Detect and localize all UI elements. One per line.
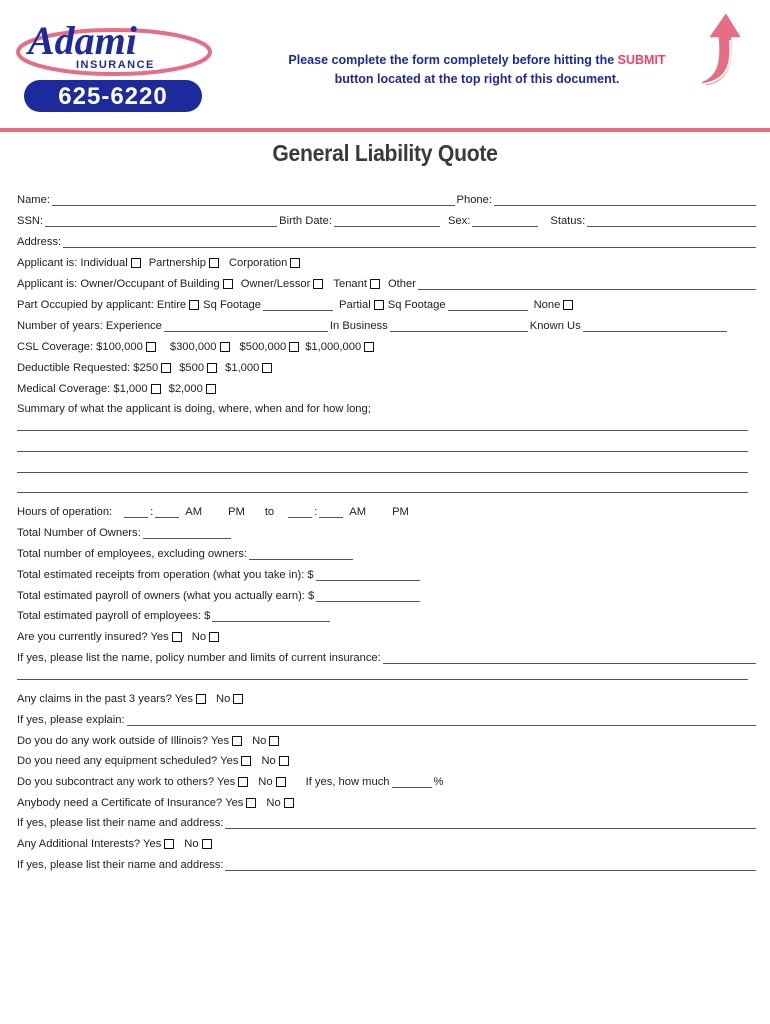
csl-100000-checkbox[interactable] — [146, 342, 156, 352]
row-claims: Any claims in the past 3 years? Yes No — [17, 687, 758, 705]
row-applicant-occupancy: Applicant is: Owner/Occupant of Building Owner/Lessor Tenant Other — [17, 272, 758, 290]
claims-no-checkbox[interactable] — [233, 694, 243, 704]
up-arrow-icon — [690, 8, 754, 90]
row-additional: Any Additional Interests? Yes No — [17, 832, 758, 850]
row-additional-names: If yes, please list their name and address: — [17, 853, 758, 871]
additional-no-checkbox[interactable] — [202, 839, 212, 849]
brand-name: Adami — [28, 18, 137, 63]
row-explain: If yes, please explain: — [17, 708, 758, 726]
row-payroll-employees: Total estimated payroll of employees: $ — [17, 604, 758, 622]
csl-300000-checkbox[interactable] — [220, 342, 230, 352]
row-ssn: SSN: Birth Date: Sex: Status: — [17, 209, 758, 227]
row-years: Number of years: Experience In Business Known Us — [17, 314, 758, 332]
address-field[interactable] — [63, 235, 756, 248]
row-subcontract: Do you subcontract any work to others? Yes No If yes, how much % — [17, 776, 444, 788]
row-list-current: If yes, please list the name, policy number and limits of current insurance: — [17, 646, 758, 664]
open-minute-field[interactable] — [155, 505, 179, 518]
row-equipment: Do you need any equipment scheduled? Yes No — [17, 749, 758, 767]
tenant-checkbox[interactable] — [370, 279, 380, 289]
med-1000-checkbox[interactable] — [151, 384, 161, 394]
individual-checkbox[interactable] — [131, 258, 141, 268]
insured-no-checkbox[interactable] — [209, 632, 219, 642]
summary-line-2[interactable] — [17, 451, 748, 452]
brand-phone: 625-6220 — [58, 83, 168, 110]
claims-yes-checkbox[interactable] — [196, 694, 206, 704]
entire-sqft-field[interactable] — [263, 298, 333, 311]
in-business-field[interactable] — [390, 319, 528, 332]
page-title: General Liability Quote — [272, 140, 498, 166]
owners-field[interactable] — [143, 526, 231, 539]
med-2000-checkbox[interactable] — [206, 384, 216, 394]
partial-sqft-field[interactable] — [448, 298, 528, 311]
row-part-occupied: Part Occupied by applicant: Entire Sq Footage Partial Sq Footage None — [17, 293, 758, 311]
entire-checkbox[interactable] — [189, 300, 199, 310]
phone-field[interactable] — [494, 193, 756, 206]
illinois-yes-checkbox[interactable] — [232, 736, 242, 746]
receipts-field[interactable] — [316, 568, 420, 581]
experience-field[interactable] — [164, 319, 328, 332]
header-divider — [0, 128, 770, 132]
employees-field[interactable] — [249, 547, 353, 560]
illinois-no-checkbox[interactable] — [269, 736, 279, 746]
csl-1000000-checkbox[interactable] — [364, 342, 374, 352]
row-certificate-names: If yes, please list their name and address: — [17, 811, 758, 829]
partnership-checkbox[interactable] — [209, 258, 219, 268]
corporation-checkbox[interactable] — [290, 258, 300, 268]
birth-date-field[interactable] — [334, 214, 440, 227]
ded-250-checkbox[interactable] — [161, 363, 171, 373]
current-insurance-field[interactable] — [383, 651, 756, 664]
open-hour-field[interactable] — [124, 505, 148, 518]
row-payroll-owners: Total estimated payroll of owners (what you actually earn): $ — [17, 584, 758, 602]
explain-field[interactable] — [127, 713, 756, 726]
other-field[interactable] — [418, 277, 756, 290]
certificate-names-field[interactable] — [225, 816, 756, 829]
known-us-field[interactable] — [583, 319, 727, 332]
status-field[interactable] — [587, 214, 756, 227]
row-address: Address: — [17, 230, 758, 248]
row-certificate: Anybody need a Certificate of Insurance? Yes No — [17, 791, 758, 809]
row-csl-coverage: CSL Coverage: $100,000 $300,000 $500,000 $1,000,000 — [17, 335, 758, 353]
current-insurance-line-2[interactable] — [17, 679, 748, 680]
sex-field[interactable] — [472, 214, 538, 227]
instruction-notice: Please complete the form completely before hitting the SUBMIT button located at the top right of this document. — [288, 53, 666, 86]
close-hour-field[interactable] — [288, 505, 312, 518]
ded-1000-checkbox[interactable] — [262, 363, 272, 373]
row-medical: Medical Coverage: $1,000 $2,000 — [17, 377, 758, 395]
payroll-owners-field[interactable] — [316, 589, 420, 602]
row-hours: Hours of operation: : AM PM to : AM PM — [17, 506, 409, 518]
ded-500-checkbox[interactable] — [207, 363, 217, 373]
certificate-no-checkbox[interactable] — [284, 798, 294, 808]
ssn-field[interactable] — [45, 214, 277, 227]
partial-checkbox[interactable] — [374, 300, 384, 310]
owner-lessor-checkbox[interactable] — [313, 279, 323, 289]
row-name-phone: Name: Phone: — [17, 188, 758, 206]
summary-line-1[interactable] — [17, 430, 748, 431]
additional-names-field[interactable] — [225, 858, 756, 871]
name-field[interactable] — [52, 193, 455, 206]
row-employees: Total number of employees, excluding owners: — [17, 542, 758, 560]
adami-insurance-logo — [14, 12, 214, 116]
row-illinois: Do you do any work outside of Illinois? Yes No — [17, 729, 758, 747]
subcontract-percent-field[interactable] — [392, 775, 432, 788]
equipment-yes-checkbox[interactable] — [241, 756, 251, 766]
additional-yes-checkbox[interactable] — [164, 839, 174, 849]
subcontract-yes-checkbox[interactable] — [238, 777, 248, 787]
summary-line-4[interactable] — [17, 492, 748, 493]
row-summary-label: Summary of what the applicant is doing, where, when and for how long; — [17, 403, 371, 415]
csl-500000-checkbox[interactable] — [289, 342, 299, 352]
payroll-employees-field[interactable] — [212, 609, 330, 622]
close-minute-field[interactable] — [319, 505, 343, 518]
subcontract-no-checkbox[interactable] — [276, 777, 286, 787]
equipment-no-checkbox[interactable] — [279, 756, 289, 766]
row-deductible: Deductible Requested: $250 $500 $1,000 — [17, 356, 758, 374]
insured-yes-checkbox[interactable] — [172, 632, 182, 642]
owner-occupant-checkbox[interactable] — [223, 279, 233, 289]
certificate-yes-checkbox[interactable] — [246, 798, 256, 808]
brand-sub: INSURANCE — [76, 59, 155, 71]
row-owners: Total Number of Owners: — [17, 521, 758, 539]
row-insured: Are you currently insured? Yes No — [17, 625, 758, 643]
row-receipts: Total estimated receipts from operation (what you take in): $ — [17, 563, 758, 581]
none-checkbox[interactable] — [563, 300, 573, 310]
row-applicant-type: Applicant is: Individual Partnership Corporation — [17, 251, 758, 269]
summary-line-3[interactable] — [17, 472, 748, 473]
